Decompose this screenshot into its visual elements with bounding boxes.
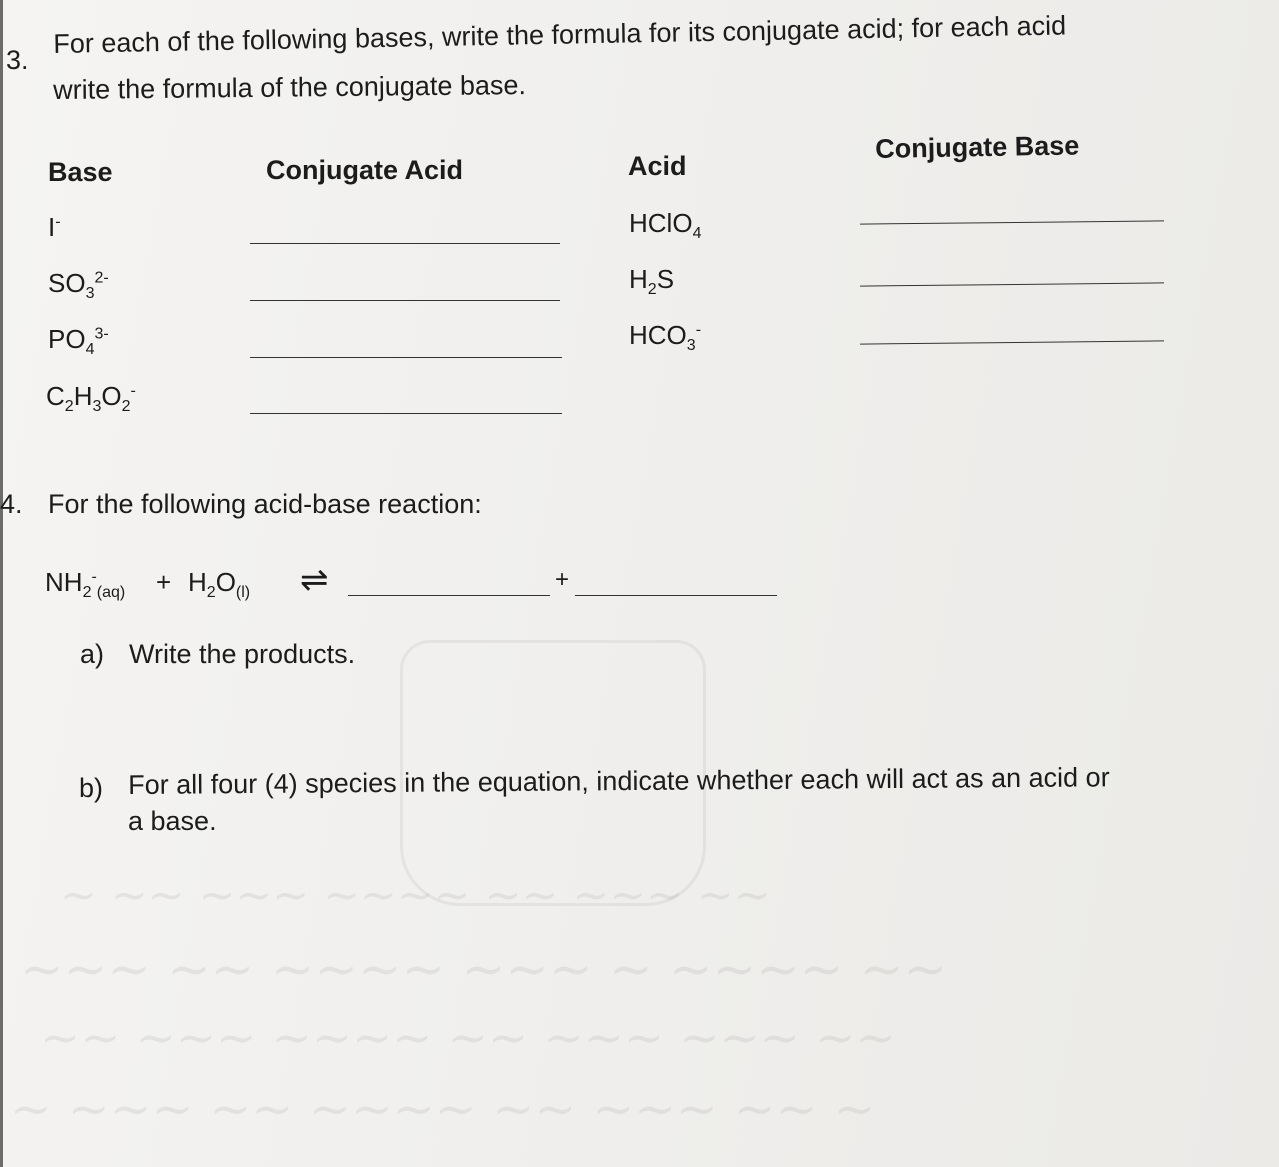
part-a-text: Write the products. bbox=[129, 639, 356, 669]
conjugate-acid-blank-3[interactable] bbox=[250, 357, 562, 358]
reactant-water: $H_2O_{(l)}$ bbox=[188, 567, 251, 602]
part-b-line-2: a base. bbox=[128, 806, 217, 836]
equilibrium-arrow: ⇌ bbox=[300, 560, 329, 600]
bleed-through-1: ~ ~~ ~~~ ~~~~ ~~ ~~~ ~~ bbox=[60, 870, 771, 921]
question-3-line-1: For each of the following bases, write the formula for its conjugate acid; for each acid bbox=[53, 10, 1067, 59]
base-acetate: $C_2H_3O_2^-$ bbox=[46, 381, 136, 416]
question-3-line-2: write the formula of the conjugate base. bbox=[53, 70, 527, 105]
question-4-title: For the following acid-base reaction: bbox=[48, 489, 482, 519]
bleed-through-4: ~ ~~~ ~~ ~~~~ ~~ ~~~ ~~ ~ bbox=[10, 1080, 876, 1138]
part-a-label: a) bbox=[80, 639, 105, 669]
acid-hydrogen-sulfide: $H_2S$ bbox=[629, 264, 675, 299]
base-iodide: I- bbox=[48, 212, 61, 242]
reactant-amide-ion: $NH_2^-_{(aq)}$ bbox=[45, 567, 126, 602]
bleed-through-3: ~~ ~~~ ~~~~ ~~ ~~~ ~~~ ~~ bbox=[40, 1010, 896, 1066]
acid-perchloric: HClO$_4$ bbox=[629, 208, 702, 243]
product-blank-2[interactable] bbox=[575, 595, 777, 596]
part-b-line-1: For all four (4) species in the equation, indicate whether each will act as an acid or bbox=[128, 762, 1110, 800]
product-blank-1[interactable] bbox=[348, 595, 550, 596]
plus-sign-1: + bbox=[156, 567, 172, 597]
page-edge bbox=[0, 0, 3, 1167]
bleed-through-2: ~~~ ~~ ~~~~ ~~~ ~ ~~~~ ~~ bbox=[20, 940, 948, 1000]
question-3-number: 3. bbox=[6, 45, 29, 75]
conjugate-acid-blank-4[interactable] bbox=[250, 413, 562, 414]
question-4-number: 4. bbox=[0, 489, 23, 519]
plus-sign-2: + bbox=[555, 566, 570, 593]
conjugate-base-blank-1[interactable] bbox=[860, 220, 1164, 224]
conjugate-acid-blank-1[interactable] bbox=[250, 243, 560, 244]
conjugate-acid-blank-2[interactable] bbox=[250, 300, 560, 301]
header-base: Base bbox=[48, 157, 113, 187]
base-sulfite: $SO_3^{2-}$ bbox=[48, 268, 109, 303]
header-conjugate-acid: Conjugate Acid bbox=[266, 155, 464, 185]
acid-bicarbonate: $HCO_3^-$ bbox=[629, 320, 702, 355]
base-phosphate: $PO_4^{3-}$ bbox=[48, 324, 109, 359]
part-b-label: b) bbox=[79, 773, 104, 803]
header-acid: Acid bbox=[628, 151, 687, 181]
header-conjugate-base: Conjugate Base bbox=[875, 130, 1080, 164]
conjugate-base-blank-3[interactable] bbox=[860, 340, 1164, 344]
conjugate-base-blank-2[interactable] bbox=[860, 282, 1164, 286]
